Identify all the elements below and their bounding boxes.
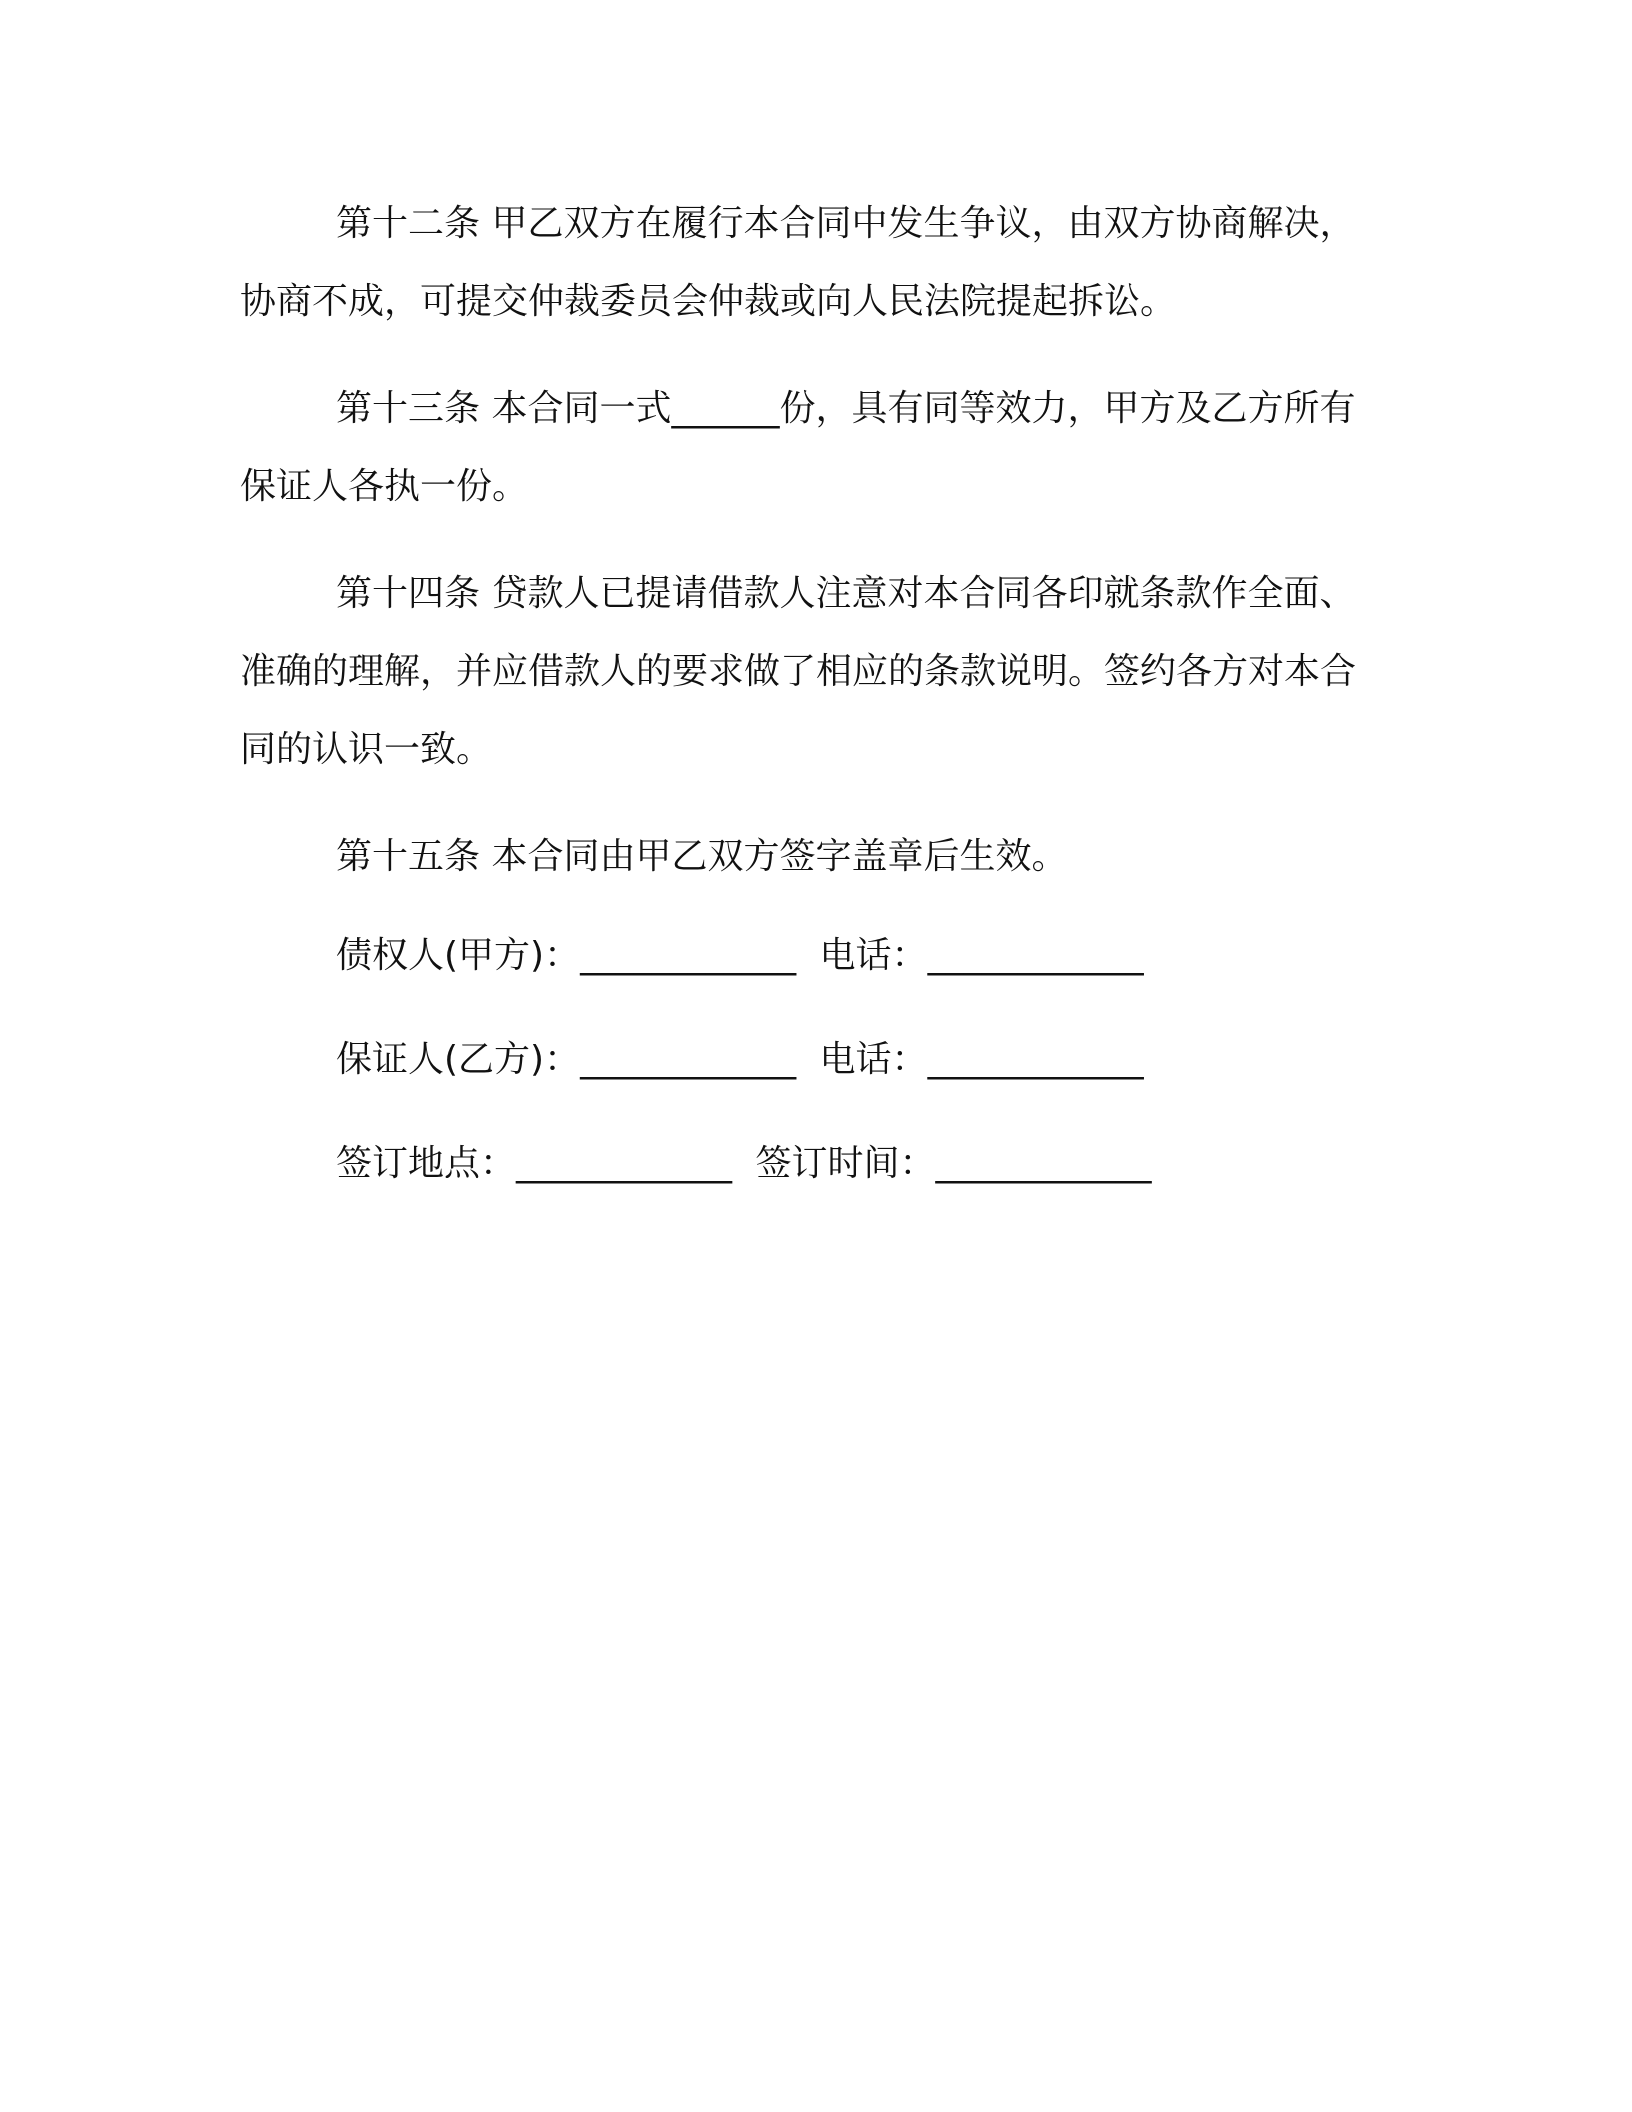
creditor-blank: ____________ [580,935,797,976]
clause-15-title: 第十五条 [336,836,481,877]
clause-13-text-before: 本合同一式 [491,388,672,429]
clause-12 [240,185,1380,341]
clause-13-copy-count-blank: ______ [671,388,780,429]
guarantor-label: 保证人(乙方)： [336,1039,581,1080]
clause-14-text: 贷款人已提请借款人注意对本合同各印就条款作全面、准确的理解，并应借款人的要求做了相应的条款说明。签约各方对本合同的认识一致。 [240,573,1357,770]
creditor-label: 债权人(甲方)： [336,935,581,976]
document-content [240,185,1380,1216]
signature-line-guarantor [240,1008,1380,1112]
guarantor-phone-blank: ____________ [927,1039,1144,1080]
signing-time-label: 签订时间： [755,1143,936,1184]
signing-place-label: 签订地点： [336,1143,517,1184]
clause-15 [240,818,1380,896]
clause-13-title: 第十三条 [336,388,481,429]
clause-12-title: 第十二条 [336,203,481,244]
signature-line-creditor [240,904,1380,1008]
guarantor-phone-label: 电话： [819,1039,928,1080]
creditor-phone-label: 电话： [819,935,928,976]
clause-14-title: 第十四条 [336,573,481,614]
clause-15-text: 本合同由甲乙双方签字盖章后生效。 [491,836,1068,877]
signing-place-blank: ____________ [516,1143,733,1184]
clause-13 [240,370,1380,526]
clause-14 [240,555,1380,789]
clause-13-text-after: 份，具有同等效力，甲方及乙方所有保证人各执一份。 [240,388,1356,507]
signing-time-blank: ____________ [935,1143,1152,1184]
clause-12-text: 甲乙双方在履行本合同中发生争议，由双方协商解决，协商不成，可提交仲裁委员会仲裁或向人民法院提起拆讼。 [240,203,1356,322]
guarantor-blank: ____________ [580,1039,797,1080]
signature-line-signing-info [240,1112,1380,1216]
creditor-phone-blank: ____________ [927,935,1144,976]
